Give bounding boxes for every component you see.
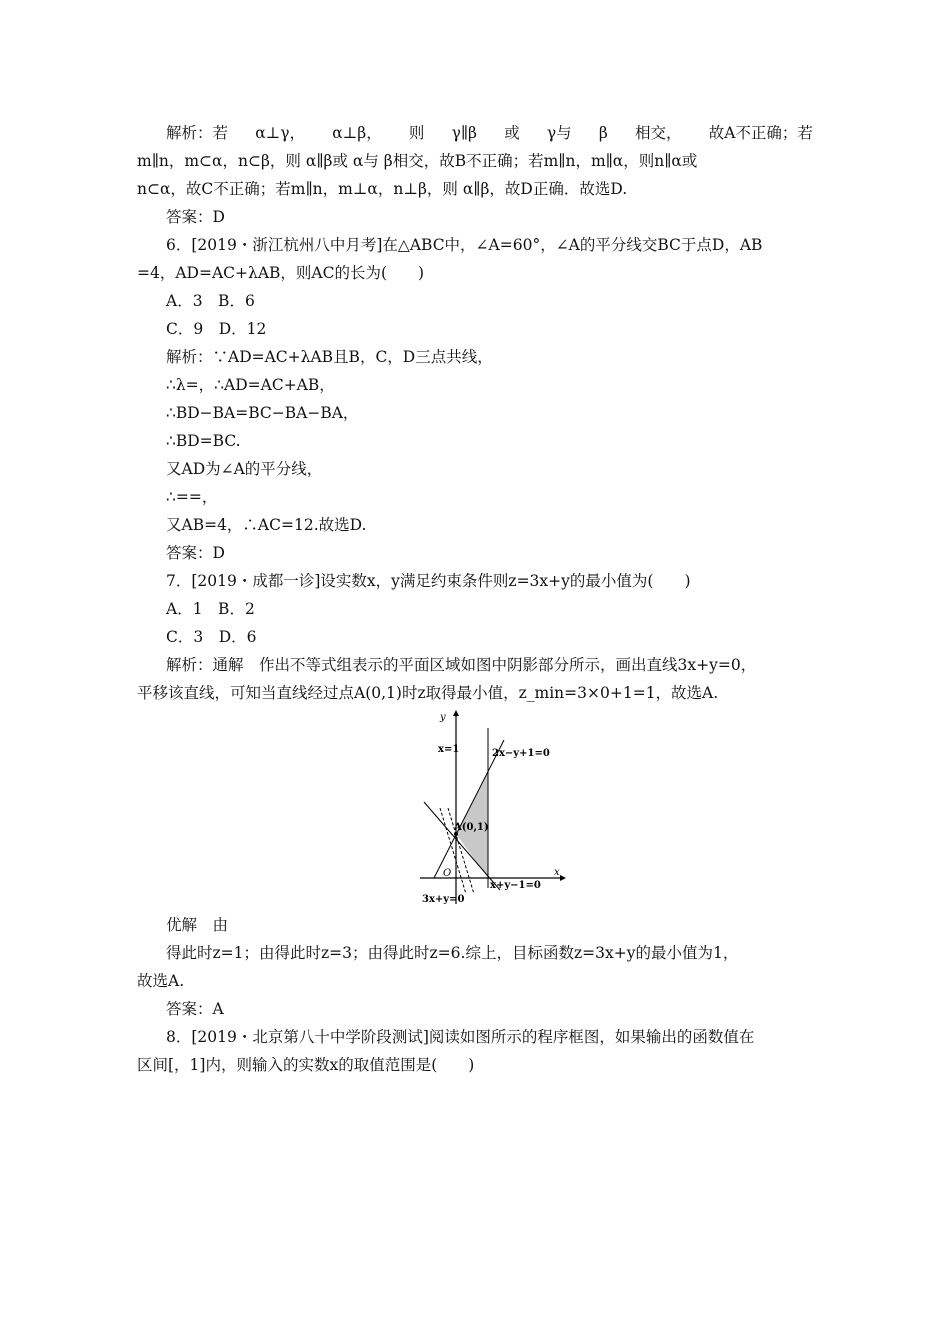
x-axis-label: x bbox=[554, 867, 560, 878]
question-6-solution-1: 解析：∵AD=AC+λAB且B，C，D三点共线， bbox=[166, 348, 493, 366]
question-7-solution-2: 平移该直线，可知当直线经过点A(0,1)时z取得最小值，z_min=3×0+1=1，故选A. bbox=[137, 684, 719, 702]
solution-prev-line-2: m∥n，m⊂α，n⊂β，则 α∥β或 α与 β相交，故B不正确；若m∥n，m∥α，则n∥α或 bbox=[137, 152, 698, 170]
question-6-options-2: C．9 D．12 bbox=[166, 320, 267, 338]
answer-7: 答案：A bbox=[166, 1000, 224, 1018]
question-6-solution-3: ∴BD−BA=BC−BA−BA， bbox=[166, 404, 359, 422]
label-x-plus-y-minus-1: x+y−1=0 bbox=[490, 880, 541, 891]
line-2x-y-plus-1 bbox=[434, 740, 504, 878]
label-3x-plus-y: 3x+y=0 bbox=[422, 894, 465, 905]
question-6-stem-1: 6．[2019・浙江杭州八中月考]在△ABC中，∠A=60°，∠A的平分线交BC于点D，AB bbox=[166, 236, 763, 254]
feasible-region-figure bbox=[410, 708, 570, 908]
label-2x-y-plus-1: 2x−y+1=0 bbox=[492, 748, 550, 759]
question-6-solution-7: 又AB=4，∴AC=12.故选D. bbox=[166, 516, 367, 534]
question-7-solution-4: 得此时z=1；由得此时z=3；由得此时z=6.综上，目标函数z=3x+y的最小值为1， bbox=[166, 944, 739, 962]
y-axis-label: y bbox=[440, 712, 446, 723]
question-6-stem-2: =4，AD=AC+λAB，则AC的长为( ) bbox=[137, 264, 425, 282]
x-axis-arrow bbox=[560, 875, 566, 881]
question-7-solution-3: 优解 由 bbox=[166, 916, 229, 934]
line-x-plus-y-minus-1 bbox=[424, 802, 500, 890]
question-7-solution-1: 解析：通解 作出不等式组表示的平面区域如图中阴影部分所示，画出直线3x+y=0， bbox=[166, 656, 757, 674]
question-6-solution-2: ∴λ=，∴AD=AC+AB， bbox=[166, 376, 335, 394]
question-7-options-1: A．1 B．2 bbox=[166, 600, 255, 618]
solution-prev-line-3: n⊂α，故C不正确；若m∥n，m⊥α，n⊥β，则 α∥β，故D正确．故选D. bbox=[137, 180, 628, 198]
y-axis-arrow bbox=[453, 710, 459, 716]
question-7-stem: 7．[2019・成都一诊]设实数x，y满足约束条件则z=3x+y的最小值为( ) bbox=[166, 572, 691, 590]
question-6-solution-4: ∴BD=BC. bbox=[166, 432, 241, 450]
question-8-stem-1: 8．[2019・北京第八十中学阶段测试]阅读如图所示的程序框图，如果输出的函数值在 bbox=[166, 1028, 755, 1046]
question-6-options-1: A．3 B．6 bbox=[166, 292, 255, 310]
answer-6: 答案：D bbox=[166, 544, 225, 562]
label-point-a: A(0,1) bbox=[454, 822, 489, 833]
question-7-options-2: C．3 D．6 bbox=[166, 628, 257, 646]
answer-5: 答案：D bbox=[166, 208, 225, 226]
label-x-equals-1: x=1 bbox=[438, 744, 460, 755]
line-3x-plus-y-dashed-1 bbox=[440, 808, 466, 894]
feasible-region-svg bbox=[410, 708, 570, 908]
question-6-solution-6: ∴==， bbox=[166, 488, 218, 506]
question-6-solution-5: 又AD为∠A的平分线， bbox=[166, 460, 323, 478]
origin-label: O bbox=[443, 868, 452, 879]
solution-prev-line-1: 解析：若 α⊥γ， α⊥β， 则 γ∥β 或 γ与 β 相交， 故A不正确；若 bbox=[166, 124, 813, 142]
question-8-stem-2: 区间[，1]内，则输入的实数x的取值范围是( ) bbox=[137, 1056, 475, 1074]
question-7-solution-5: 故选A. bbox=[137, 972, 185, 990]
